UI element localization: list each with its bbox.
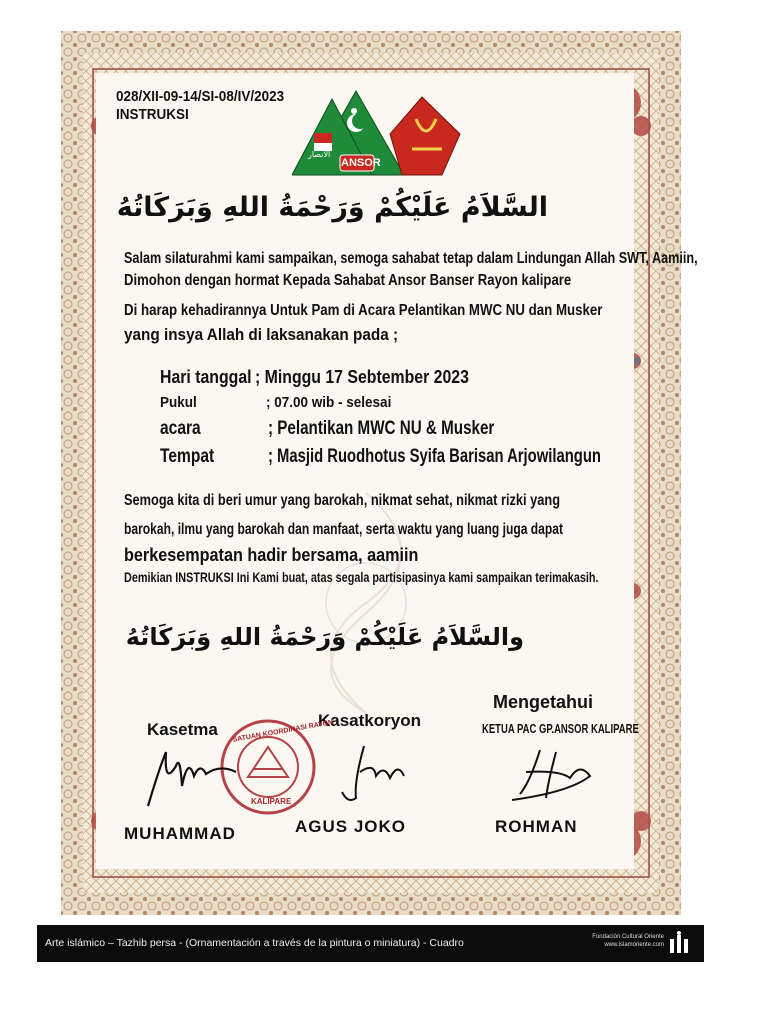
stamp-bottom-text: KALIPARE [251,797,292,806]
closing-line-1: Semoga kita di beri umur yang barokah, nikmat sehat, nikmat rizki yang [124,492,561,509]
intro-line-3: Di harap kehadirannya Untuk Pam di Acara Pelantikan MWC NU dan Musker [124,302,603,319]
detail-value-place: ; Masjid Ruodhotus Syifa Barisan Arjowilangun [268,446,601,467]
signature-title-left: Kasetma [147,720,218,739]
signature-subtitle-right: KETUA PAC GP.ANSOR KALIPARE [482,721,639,736]
footer-bar [37,925,704,962]
detail-value-event: ; Pelantikan MWC NU & Musker [268,418,495,439]
signature-rohman [500,742,610,812]
detail-value-time: ; 07.00 wib - selesai [266,394,392,411]
document-type: INSTRUKSI [116,106,189,123]
closing-line-3: berkesempatan hadir bersama, aamiin [124,545,419,565]
detail-label-event: acara [160,418,201,439]
ansor-logo-arabic: الأنصار [308,150,331,159]
footer-org-name: Fundación Cultural Oriente [592,934,664,940]
signature-name-left: MUHAMMAD [124,824,236,843]
watermark-ornament [266,483,466,723]
reference-number: 028/XII-09-14/SI-08/IV/2023 [116,88,285,105]
foundation-logo-icon [668,931,694,955]
closing-line-2: barokah, ilmu yang barokah dan manfaat, serta waktu yang luang juga dapat [124,521,564,538]
footer-caption: Arte islámico – Tazhib persa - (Ornamentación a través de la pintura o miniatura) - Cuadro [45,937,464,949]
closing-line-4: Demikian INSTRUKSI Ini Kami buat, atas segala partisipasinya kami sampaikan terimakasih. [124,569,599,585]
detail-label-date: Hari tanggal [160,367,252,387]
intro-line-4: yang insya Allah di laksanakan pada ; [124,325,399,344]
closing-greeting: والسَّلاَمُ عَلَيْكُمْ وَرَحْمَةُ اللهِ وَبَرَكَاتُهُ [125,623,524,651]
stamp-top-text: SATUAN KOORDINASI RAYON [232,719,334,744]
opening-greeting: السَّلاَمُ عَلَيْكُمْ وَرَحْمَةُ اللهِ وَبَرَكَاتُهُ [116,192,548,223]
footer-organization [592,933,664,949]
detail-label-time: Pukul [160,394,197,411]
detail-value-date: ; Minggu 17 Sebtember 2023 [255,367,469,387]
ansor-logo-text: ANSOR [341,157,381,169]
intro-line-2: Dimohon dengan hormat Kepada Sahabat Ansor Banser Rayon kalipare [124,272,572,289]
signature-agus-joko [334,742,414,812]
signature-name-center: AGUS JOKO [295,817,407,836]
intro-line-1: Salam silaturahmi kami sampaikan, semoga sahabat tetap dalam Lindungan Allah SWT, Aamiin, [124,250,698,267]
signature-name-right: ROHMAN [495,817,578,836]
signature-title-right: Mengetahui [493,692,594,712]
signature-title-center: Kasatkoryon [318,711,421,730]
signature-muhammad [140,746,250,816]
footer-org-url: www.islamoriente.com [604,942,664,948]
detail-label-place: Tempat [160,446,215,467]
